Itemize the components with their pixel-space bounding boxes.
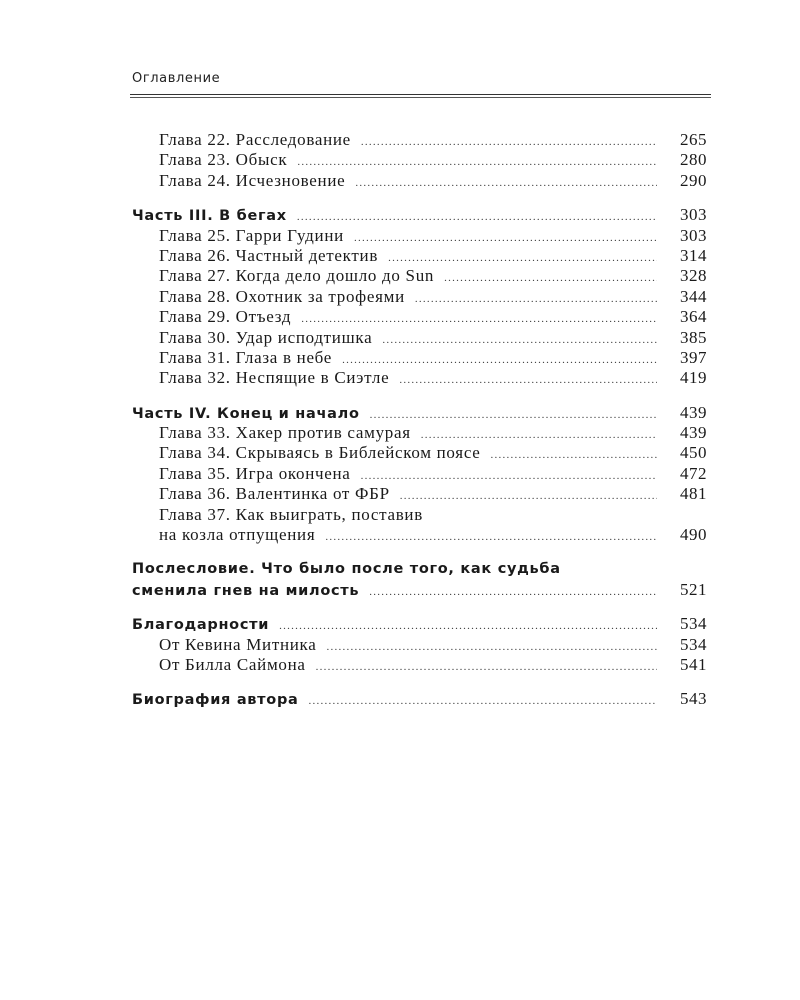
toc-entry[interactable]	[132, 266, 707, 286]
toc-entry-page: 303	[680, 225, 707, 245]
toc-entry-page: 265	[680, 130, 707, 149]
dot-leader	[354, 228, 657, 248]
toc-entry-page: 280	[680, 150, 707, 170]
toc-entry-page: 290	[680, 170, 707, 190]
toc-entry[interactable]	[132, 328, 707, 348]
toc-entry-title: Глава 22. Расследование	[159, 130, 351, 149]
header-rule-thin	[130, 97, 711, 98]
toc-entry-page: 450	[680, 443, 707, 463]
toc-entry-title-line-1[interactable]	[132, 505, 707, 525]
toc-entry-page: 541	[680, 654, 707, 674]
toc-entry-title: Биография автора	[132, 692, 299, 709]
toc-entry-page: 543	[680, 689, 707, 709]
running-title: Оглавление	[132, 71, 221, 86]
toc-entry-title: Глава 23. Обыск	[159, 150, 288, 170]
toc-entry-title: Часть IV. Конец и начало	[132, 405, 360, 422]
toc-entry-title-continued: сменила гнев на милость	[132, 582, 360, 599]
dot-leader	[370, 405, 657, 425]
dot-leader	[399, 370, 657, 390]
toc-entry[interactable]	[132, 368, 707, 388]
toc-entry[interactable]	[132, 150, 707, 170]
toc-entry[interactable]	[132, 484, 707, 504]
dot-leader	[361, 132, 657, 152]
toc-entry[interactable]	[132, 287, 707, 307]
toc-entry-title: Глава 33. Хакер против самурая	[159, 423, 411, 443]
toc-entry-page: 534	[680, 614, 707, 634]
toc-entry-page: 521	[680, 579, 707, 599]
toc-part-heading[interactable]	[132, 403, 707, 423]
dot-leader	[388, 248, 657, 268]
toc-group-part-3	[132, 205, 707, 389]
toc-entry[interactable]	[132, 246, 707, 266]
toc-entry-page: 472	[680, 463, 707, 483]
toc-entry-title: Глава 26. Частный детектив	[159, 245, 379, 265]
dot-leader	[361, 466, 657, 486]
toc-part-heading[interactable]	[132, 205, 707, 225]
toc-entry-page: 439	[680, 423, 707, 443]
dot-leader	[421, 425, 657, 445]
toc-entry[interactable]	[132, 423, 707, 443]
toc-entry[interactable]	[132, 464, 707, 484]
dot-leader	[369, 582, 657, 602]
toc-group-chapters-22-24	[132, 130, 707, 191]
dot-leader	[355, 173, 657, 193]
toc-entry-page: 419	[680, 368, 707, 388]
toc-entry[interactable]	[132, 171, 707, 191]
toc-entry-title: Глава 31. Глаза в небе	[159, 347, 333, 367]
toc-entry-page: 328	[680, 266, 707, 286]
toc-entry[interactable]	[132, 226, 707, 246]
toc-entry-page: 364	[680, 307, 707, 327]
table-of-contents	[132, 130, 707, 710]
toc-entry-page: 481	[680, 484, 707, 504]
toc-entry-title: Глава 28. Охотник за трофеями	[159, 286, 405, 306]
toc-entry-page: 534	[680, 634, 707, 654]
dot-leader	[297, 152, 657, 172]
toc-entry-title: Глава 29. Отъезд	[159, 307, 292, 327]
dot-leader	[382, 330, 657, 350]
toc-entry-page: 303	[680, 205, 707, 225]
toc-entry[interactable]	[132, 443, 707, 463]
toc-group-part-4	[132, 403, 707, 546]
toc-part-heading[interactable]	[132, 614, 707, 634]
toc-entry[interactable]	[132, 348, 707, 368]
toc-entry-title: Послесловие. Что было после того, как судьба	[132, 561, 561, 578]
toc-entry-title: Глава 27. Когда дело дошло до Sun	[159, 266, 435, 286]
toc-entry[interactable]	[132, 635, 707, 655]
toc-entry-page: 439	[680, 402, 707, 422]
dot-leader	[309, 691, 657, 711]
toc-entry-title: Глава 32. Неспящие в Сиэтле	[159, 368, 390, 388]
header-rule-thick	[130, 94, 711, 95]
toc-entry-title: От Кевина Митника	[159, 634, 317, 654]
toc-part-heading-line-1[interactable]	[132, 559, 707, 579]
toc-entry-page: 314	[680, 245, 707, 265]
toc-part-heading[interactable]	[132, 580, 707, 600]
toc-entry[interactable]	[132, 655, 707, 675]
toc-entry-page: 490	[680, 525, 707, 545]
dot-leader	[325, 527, 657, 547]
toc-entry[interactable]	[132, 307, 707, 327]
toc-entry-title: Глава 37. Как выиграть, поставив	[159, 504, 423, 524]
dot-leader	[327, 637, 658, 657]
dot-leader	[400, 486, 657, 506]
dot-leader	[415, 289, 657, 309]
dot-leader	[316, 657, 657, 677]
dot-leader	[444, 268, 657, 288]
toc-part-heading[interactable]	[132, 689, 707, 709]
toc-entry-title: Благодарности	[132, 617, 270, 634]
dot-leader	[297, 207, 657, 227]
dot-leader	[279, 616, 657, 636]
toc-entry[interactable]	[132, 525, 707, 545]
toc-group-afterword	[132, 559, 707, 600]
toc-entry-page: 344	[680, 286, 707, 306]
toc-entry-title: Глава 36. Валентинка от ФБР	[159, 484, 390, 504]
toc-entry-page: 397	[680, 347, 707, 367]
dot-leader	[301, 309, 657, 329]
toc-entry-title-continued: на козла отпущения	[159, 525, 316, 545]
toc-entry-title: Глава 25. Гарри Гудини	[159, 225, 344, 245]
toc-group-biography	[132, 689, 707, 709]
toc-entry-title: Глава 24. Исчезновение	[159, 170, 346, 190]
toc-entry-title: Глава 30. Удар исподтишка	[159, 327, 373, 347]
toc-entry-title: Глава 34. Скрываясь в Библейском поясе	[159, 443, 481, 463]
toc-group-acknowledgements	[132, 614, 707, 675]
toc-entry-title: От Билла Саймона	[159, 654, 306, 674]
toc-entry-title: Часть III. В бегах	[132, 208, 287, 225]
toc-entry-page: 385	[680, 327, 707, 347]
dot-leader	[491, 445, 657, 465]
dot-leader	[342, 350, 657, 370]
toc-entry-title: Глава 35. Игра окончена	[159, 463, 351, 483]
toc-entry[interactable]	[132, 130, 707, 150]
